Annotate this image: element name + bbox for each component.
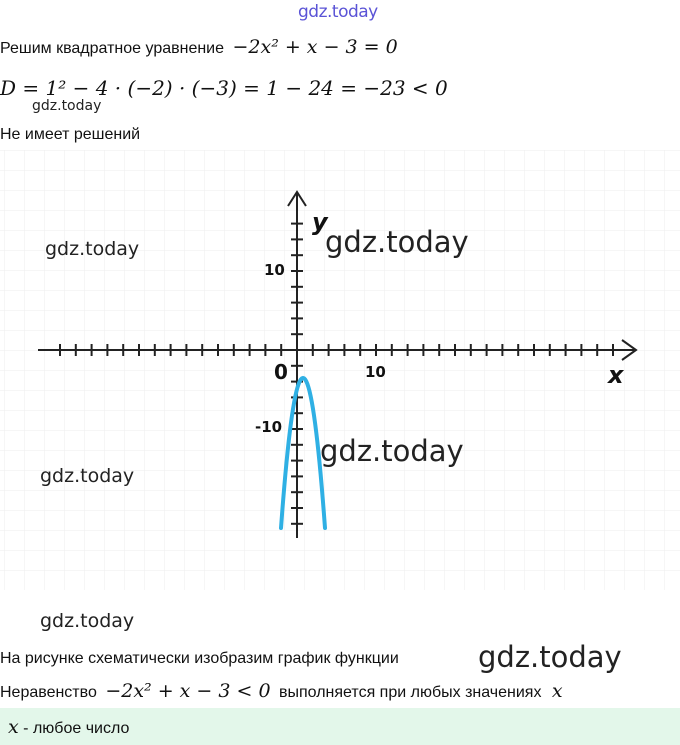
discriminant-formula: D = 1² − 4 · (−2) · (−3) = 1 − 24 = −23 < 0: [0, 76, 448, 100]
answer-text: - любое число: [23, 720, 130, 737]
graph-watermark-1: gdz.today: [325, 225, 469, 259]
origin-label: 0: [274, 360, 288, 384]
inequality-intro: Неравенство: [0, 684, 97, 701]
x-axis-label: x: [608, 361, 624, 389]
inequality-line: [0, 680, 563, 702]
x-tick-10-label: 10: [365, 363, 386, 381]
graph-watermark-2: gdz.today: [320, 434, 464, 468]
schematic-text: На рисунке схематически изобразим график функции: [0, 650, 399, 667]
watermark-left-3: gdz.today: [40, 610, 135, 632]
answer-var: x: [8, 716, 19, 738]
equation-line: [0, 36, 398, 58]
grid-background: [0, 150, 680, 590]
y-tick-10-label: 10: [264, 261, 285, 279]
watermark-right: gdz.today: [478, 640, 622, 674]
watermark-sub: gdz.today: [32, 98, 102, 114]
watermark-top: gdz.today: [298, 2, 378, 22]
y-axis-label: y: [312, 208, 328, 236]
function-graph: [0, 150, 680, 590]
no-solutions-text: Не имеет решений: [0, 126, 141, 143]
inequality-condition: выполняется при любых значениях: [279, 684, 542, 701]
equation-intro-text: Решим квадратное уравнение: [0, 40, 225, 57]
inequality-var: x: [551, 680, 563, 702]
y-tick-neg10-label: -10: [255, 418, 283, 436]
watermark-left-2: gdz.today: [40, 465, 135, 487]
inequality-expression: −2x² + x − 3 < 0: [105, 680, 271, 702]
answer-line: [8, 716, 129, 738]
watermark-left-1: gdz.today: [45, 238, 140, 260]
quadratic-equation: −2x² + x − 3 = 0: [232, 36, 398, 58]
